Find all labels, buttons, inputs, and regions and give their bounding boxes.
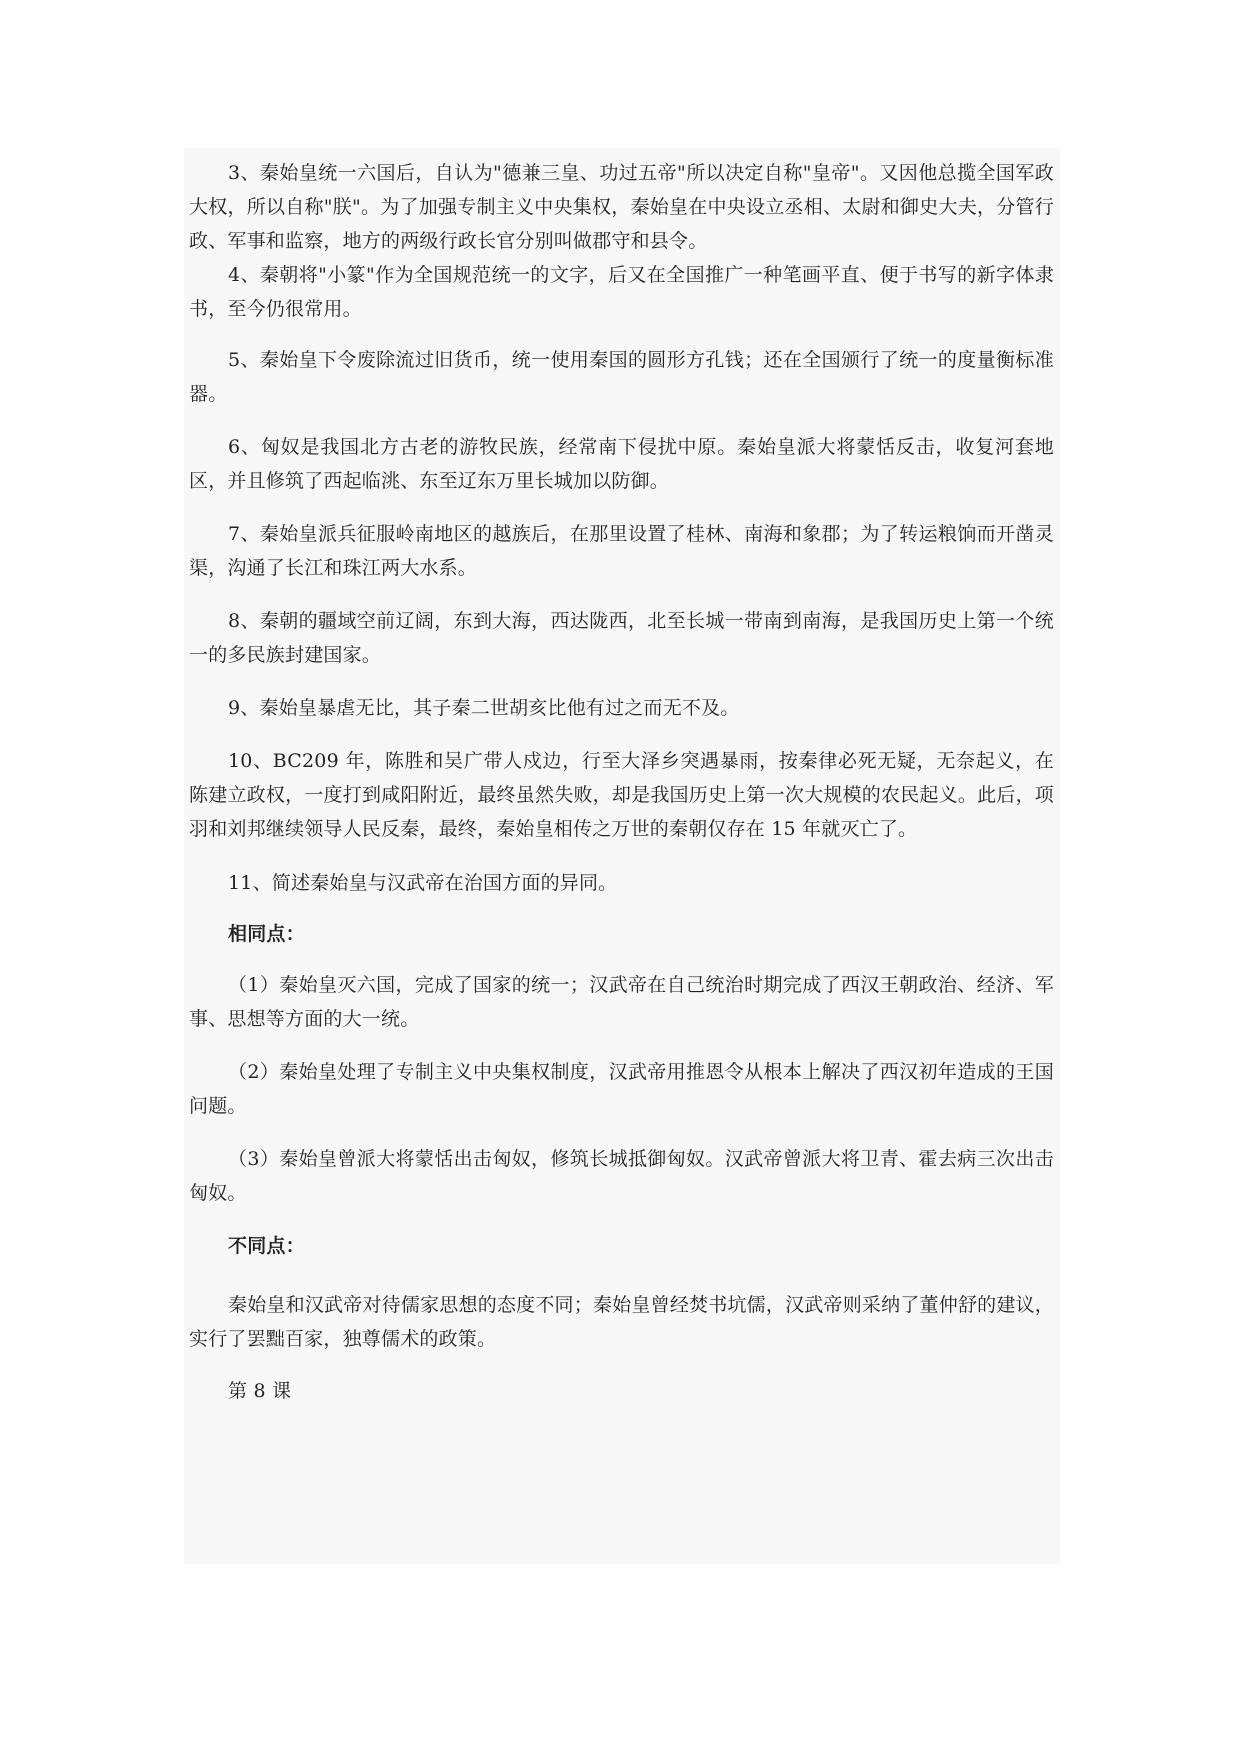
paragraph-11: 11、简述秦始皇与汉武帝在治国方面的异同。 bbox=[228, 872, 618, 894]
paragraph-5: 5、秦始皇下令废除流过旧货币，统一使用秦国的圆形方孔钱；还在全国颁行了统一的度量衡标准器。 bbox=[189, 349, 1054, 405]
same-point-2: （2）秦始皇处理了专制主义中央集权制度，汉武帝用推恩令从根本上解决了西汉初年造成的王国问题。 bbox=[189, 1061, 1054, 1117]
paragraph-6: 6、匈奴是我国北方古老的游牧民族，经常南下侵扰中原。秦始皇派大将蒙恬反击，收复河套地区，并且修筑了西起临洮、东至辽东万里长城加以防御。 bbox=[189, 436, 1054, 492]
same-point-1: （1）秦始皇灭六国，完成了国家的统一；汉武帝在自己统治时期完成了西汉王朝政治、经济、军事、思想等方面的大一统。 bbox=[189, 974, 1054, 1030]
paragraph-3: 3、秦始皇统一六国后，自认为"德兼三皇、功过五帝"所以决定自称"皇帝"。又因他总揽全国军政大权，所以自称"朕"。为了加强专制主义中央集权，秦始皇在中央设立丞相、太尉和御史大夫，分管行政、军事和监察，地方的两级行政长官分别叫做郡守和县令。 bbox=[189, 162, 1054, 252]
diff-points-heading: 不同点： bbox=[228, 1235, 305, 1257]
paragraph-7: 7、秦始皇派兵征服岭南地区的越族后，在那里设置了桂林、南海和象郡；为了转运粮饷而开凿灵渠，沟通了长江和珠江两大水系。 bbox=[189, 523, 1054, 579]
lesson-label: 第 8 课 bbox=[228, 1380, 292, 1402]
document-panel bbox=[184, 148, 1060, 1564]
paragraph-8: 8、秦朝的疆域空前辽阔，东到大海，西达陇西，北至长城一带南到南海，是我国历史上第一个统一的多民族封建国家。 bbox=[189, 610, 1054, 666]
diff-point-1: 秦始皇和汉武帝对待儒家思想的态度不同；秦始皇曾经焚书坑儒，汉武帝则采纳了董仲舒的建议，实行了罢黜百家，独尊儒术的政策。 bbox=[189, 1294, 1054, 1350]
paragraph-10: 10、BC209 年，陈胜和吴广带人戍边，行至大泽乡突遇暴雨，按秦律必死无疑，无奈起义，在陈建立政权，一度打到咸阳附近，最终虽然失败，却是我国历史上第一次大规模的农民起义。此后，项羽和刘邦继续领导人民反秦，最终，秦始皇相传之万世的秦朝仅存在 15 年就灭亡了。 bbox=[189, 750, 1054, 840]
paragraph-9: 9、秦始皇暴虐无比，其子秦二世胡亥比他有过之而无不及。 bbox=[228, 697, 740, 719]
same-points-heading: 相同点： bbox=[228, 923, 305, 945]
paragraph-4: 4、秦朝将"小篆"作为全国规范统一的文字，后又在全国推广一种笔画平直、便于书写的新字体隶书，至今仍很常用。 bbox=[189, 264, 1054, 320]
same-point-3: （3）秦始皇曾派大将蒙恬出击匈奴，修筑长城抵御匈奴。汉武帝曾派大将卫青、霍去病三次出击匈奴。 bbox=[189, 1148, 1054, 1204]
